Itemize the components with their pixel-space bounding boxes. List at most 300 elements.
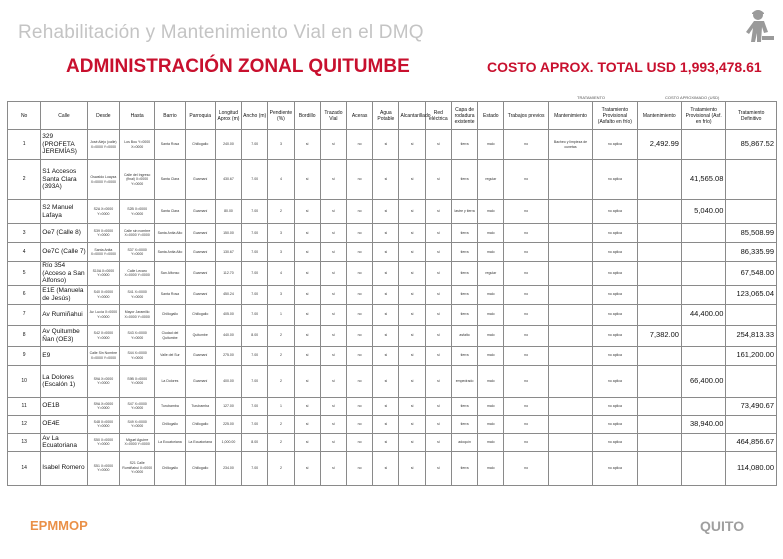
cell-no: 8 xyxy=(8,325,41,346)
cell-longitud: 112.70 xyxy=(215,262,241,286)
col-header: Estado xyxy=(478,102,504,130)
cell-longitud: 225.00 xyxy=(215,415,241,433)
cell-barrio: Santa Rosa xyxy=(155,130,185,160)
cell-aceras: no xyxy=(347,200,373,224)
cell-prov: no aplica xyxy=(593,200,637,224)
cell-alcant: si xyxy=(399,346,425,365)
cell-alcant: si xyxy=(399,397,425,415)
cell-trabajos: no xyxy=(504,346,548,365)
cell-desde: Calle Sin Nombre X=0000 Y=0000 xyxy=(87,346,119,365)
cell-hasta: S41 X=0000 Y=0000 xyxy=(120,285,155,304)
group-tratamiento: TRATAMIENTO xyxy=(577,95,605,100)
cell-trazado: si xyxy=(320,200,346,224)
cell-trazado: si xyxy=(320,325,346,346)
cell-barrio: Turubamba xyxy=(155,397,185,415)
cell-trabajos: no xyxy=(504,451,548,485)
logo-left: EPMMOP xyxy=(30,518,88,533)
cell-c_mant xyxy=(637,365,681,397)
cell-bordillo: si xyxy=(294,325,320,346)
cell-aceras: no xyxy=(347,304,373,325)
cell-agua: si xyxy=(373,365,399,397)
cell-bordillo: si xyxy=(294,262,320,286)
zonal-title: ADMINISTRACIÓN ZONAL QUITUMBE xyxy=(66,56,410,77)
cell-mant xyxy=(548,304,592,325)
cell-aceras: no xyxy=(347,415,373,433)
cell-hasta: S9B X=0000 Y=0000 xyxy=(120,365,155,397)
cell-aceras: no xyxy=(347,346,373,365)
cell-prov: no aplica xyxy=(593,433,637,451)
cell-pendiente: 3 xyxy=(268,285,294,304)
cell-red: si xyxy=(425,325,451,346)
cell-no: 11 xyxy=(8,397,41,415)
table-row xyxy=(8,262,777,286)
cell-longitud: 440.00 xyxy=(215,325,241,346)
cell-hasta: Calle Lecaro X=0000 Y=0000 xyxy=(120,262,155,286)
cell-estado: regular xyxy=(478,262,504,286)
cell-barrio: La Dolores xyxy=(155,365,185,397)
cell-prov: no aplica xyxy=(593,365,637,397)
cell-no: 6 xyxy=(8,285,41,304)
cell-estado: malo xyxy=(478,346,504,365)
cell-capa: tierra xyxy=(451,451,477,485)
cell-barrio: La Ecuatoriana xyxy=(155,433,185,451)
cell-ancho: 7.00 xyxy=(242,160,268,200)
table-row xyxy=(8,365,777,397)
cell-barrio: Ciudad del Quitumbe xyxy=(155,325,185,346)
cell-c_prov xyxy=(681,130,725,160)
cell-c_prov xyxy=(681,224,725,243)
cell-ancho: 7.00 xyxy=(242,200,268,224)
cell-agua: si xyxy=(373,160,399,200)
cell-longitud: 127.00 xyxy=(215,397,241,415)
cell-c_def xyxy=(726,415,777,433)
cell-c_prov: 5,040.00 xyxy=(681,200,725,224)
cell-red: si xyxy=(425,243,451,262)
cell-estado: malo xyxy=(478,451,504,485)
cell-calle: Isabel Romero xyxy=(41,451,87,485)
cell-hasta: Mayor Jaramillo X=0000 Y=0000 xyxy=(120,304,155,325)
table-row xyxy=(8,433,777,451)
cell-aceras: no xyxy=(347,130,373,160)
cell-c_mant xyxy=(637,346,681,365)
cell-parroquia: Guamaní xyxy=(185,243,215,262)
cell-c_prov xyxy=(681,397,725,415)
table-row xyxy=(8,415,777,433)
cell-desde: S2A X=0000 Y=0000 xyxy=(87,200,119,224)
cell-trazado: si xyxy=(320,397,346,415)
table-row xyxy=(8,304,777,325)
cell-capa: asfalto xyxy=(451,325,477,346)
col-header: Tratamiento Definitivo xyxy=(726,102,777,130)
cell-calle: E1E (Manuela de Jesús) xyxy=(41,285,87,304)
cell-ancho: 7.00 xyxy=(242,262,268,286)
cell-alcant: si xyxy=(399,304,425,325)
cell-agua: si xyxy=(373,415,399,433)
cell-c_prov xyxy=(681,285,725,304)
cell-barrio: San Alfonso xyxy=(155,262,185,286)
cell-bordillo: si xyxy=(294,433,320,451)
cell-pendiente: 2 xyxy=(268,200,294,224)
cell-alcant: si xyxy=(399,160,425,200)
cell-longitud: 450.24 xyxy=(215,285,241,304)
cell-bordillo: si xyxy=(294,451,320,485)
cell-agua: si xyxy=(373,262,399,286)
cell-prov: no aplica xyxy=(593,304,637,325)
group-costo: COSTO APROXIMADO (USD) xyxy=(665,95,720,100)
cell-pendiente: 2 xyxy=(268,451,294,485)
col-header: Tratamiento Provisional (Asfalto en frío) xyxy=(593,102,637,130)
cell-hasta: S21 Calle Rumiñahui X=0000 Y=0000 xyxy=(120,451,155,485)
cell-no: 10 xyxy=(8,365,41,397)
table-row xyxy=(8,160,777,200)
cell-mant xyxy=(548,285,592,304)
cell-prov: no aplica xyxy=(593,451,637,485)
cell-longitud: 130.67 xyxy=(215,243,241,262)
cell-bordillo: si xyxy=(294,415,320,433)
cell-calle: S1 Accesos Santa Clara (393A) xyxy=(41,160,87,200)
cell-trazado: si xyxy=(320,346,346,365)
cell-c_prov xyxy=(681,451,725,485)
cell-hasta: Calle del Ingreso (final) X=0000 Y=0000 xyxy=(120,160,155,200)
cell-mant xyxy=(548,433,592,451)
cell-capa: tierra xyxy=(451,160,477,200)
cell-trazado: si xyxy=(320,160,346,200)
cell-bordillo: si xyxy=(294,224,320,243)
cell-estado: malo xyxy=(478,325,504,346)
cell-c_mant xyxy=(637,224,681,243)
cell-trabajos: no xyxy=(504,130,548,160)
cell-alcant: si xyxy=(399,200,425,224)
cell-trabajos: no xyxy=(504,243,548,262)
cell-prov: no aplica xyxy=(593,160,637,200)
cell-hasta: S2B X=0000 Y=0000 xyxy=(120,200,155,224)
cell-c_prov: 44,400.00 xyxy=(681,304,725,325)
cell-c_def: 73,490.67 xyxy=(726,397,777,415)
col-header: Parroquia xyxy=(185,102,215,130)
table-row xyxy=(8,243,777,262)
cell-bordillo: si xyxy=(294,130,320,160)
cell-calle: Río 354 (Acceso a San Alfonso) xyxy=(41,262,87,286)
page-title: Rehabilitación y Mantenimiento Vial en el DMQ xyxy=(18,22,424,43)
cell-trabajos: no xyxy=(504,397,548,415)
cell-barrio: Chillogallo xyxy=(155,451,185,485)
cell-agua: si xyxy=(373,433,399,451)
cell-red: si xyxy=(425,304,451,325)
cell-alcant: si xyxy=(399,451,425,485)
cell-c_mant xyxy=(637,415,681,433)
table-row xyxy=(8,200,777,224)
cell-longitud: 430.67 xyxy=(215,160,241,200)
cell-capa: tierra xyxy=(451,304,477,325)
cell-c_mant xyxy=(637,200,681,224)
cell-parroquia: Guamaní xyxy=(185,365,215,397)
cell-desde: S9A X=0000 Y=0000 xyxy=(87,397,119,415)
cell-trabajos: no xyxy=(504,433,548,451)
table-row xyxy=(8,451,777,485)
cell-c_def xyxy=(726,200,777,224)
cell-c_prov: 66,400.00 xyxy=(681,365,725,397)
cell-red: si xyxy=(425,130,451,160)
cell-red: si xyxy=(425,262,451,286)
cell-desde: S50 X=0000 Y=0000 xyxy=(87,433,119,451)
cell-mant: Bacheo y limpieza de cunetas xyxy=(548,130,592,160)
cell-estado: malo xyxy=(478,285,504,304)
cell-mant xyxy=(548,346,592,365)
cell-trazado: si xyxy=(320,262,346,286)
cell-aceras: no xyxy=(347,397,373,415)
cell-trabajos: no xyxy=(504,262,548,286)
col-header: Agua Potable xyxy=(373,102,399,130)
cell-bordillo: si xyxy=(294,304,320,325)
cell-barrio: Chillogallo xyxy=(155,415,185,433)
cell-ancho: 7.00 xyxy=(242,130,268,160)
cell-trazado: si xyxy=(320,243,346,262)
table-row xyxy=(8,224,777,243)
cell-barrio: Santa Clara xyxy=(155,200,185,224)
cell-longitud: 150.00 xyxy=(215,224,241,243)
cell-capa: tierra xyxy=(451,397,477,415)
cell-calle: OE1B xyxy=(41,397,87,415)
cell-mant xyxy=(548,365,592,397)
col-header: Mantenimiento xyxy=(548,102,592,130)
cell-alcant: si xyxy=(399,325,425,346)
col-header: Bordillo xyxy=(294,102,320,130)
cell-desde: S9A X=0000 Y=0000 xyxy=(87,365,119,397)
col-header: Mantenimiento xyxy=(637,102,681,130)
cell-estado: regular xyxy=(478,160,504,200)
cell-capa: tierra xyxy=(451,130,477,160)
cell-no: 13 xyxy=(8,433,41,451)
cell-pendiente: 2 xyxy=(268,433,294,451)
cell-desde: José Alejo (calle) X=0000 Y=0000 xyxy=(87,130,119,160)
cell-barrio: Santa Anita Alto xyxy=(155,243,185,262)
cell-c_mant xyxy=(637,160,681,200)
cell-capa: tierra xyxy=(451,224,477,243)
cell-mant xyxy=(548,325,592,346)
cell-c_prov xyxy=(681,346,725,365)
cell-prov: no aplica xyxy=(593,346,637,365)
cell-agua: si xyxy=(373,285,399,304)
cell-c_prov: 41,565.08 xyxy=(681,160,725,200)
cell-ancho: 7.00 xyxy=(242,304,268,325)
cell-prov: no aplica xyxy=(593,415,637,433)
cell-trazado: si xyxy=(320,433,346,451)
cell-prov: no aplica xyxy=(593,262,637,286)
cell-no: 5 xyxy=(8,262,41,286)
cell-trazado: si xyxy=(320,304,346,325)
cell-estado: malo xyxy=(478,415,504,433)
table-row xyxy=(8,397,777,415)
roads-table xyxy=(7,101,777,486)
cell-c_mant xyxy=(637,243,681,262)
cell-agua: si xyxy=(373,200,399,224)
cell-pendiente: 1 xyxy=(268,304,294,325)
cell-bordillo: si xyxy=(294,397,320,415)
cell-parroquia: Guamaní xyxy=(185,160,215,200)
cell-agua: si xyxy=(373,224,399,243)
cell-longitud: 275.00 xyxy=(215,346,241,365)
cell-pendiente: 2 xyxy=(268,325,294,346)
cell-desde: S39 X=0000 Y=0000 xyxy=(87,224,119,243)
cell-red: si xyxy=(425,346,451,365)
cell-trabajos: no xyxy=(504,224,548,243)
cell-agua: si xyxy=(373,325,399,346)
cell-parroquia: Guamaní xyxy=(185,346,215,365)
cell-c_mant: 7,382.00 xyxy=(637,325,681,346)
cell-trabajos: no xyxy=(504,415,548,433)
cell-no: 9 xyxy=(8,346,41,365)
cell-mant xyxy=(548,200,592,224)
cell-pendiente: 3 xyxy=(268,224,294,243)
cell-desde: S51 X=0000 Y=0000 xyxy=(87,451,119,485)
cell-c_prov xyxy=(681,325,725,346)
cell-parroquia: Chillogallo xyxy=(185,451,215,485)
cell-estado: malo xyxy=(478,130,504,160)
cell-agua: si xyxy=(373,304,399,325)
cell-bordillo: si xyxy=(294,160,320,200)
cell-parroquia: Guamaní xyxy=(185,224,215,243)
cell-no: 14 xyxy=(8,451,41,485)
cell-desde: Santa Anita X=0000 Y=0000 xyxy=(87,243,119,262)
cell-c_def: 85,867.52 xyxy=(726,130,777,160)
col-header: Capa de rodadura existente xyxy=(451,102,477,130)
cell-red: si xyxy=(425,415,451,433)
cell-c_mant xyxy=(637,451,681,485)
cell-calle: Av Quitumbe Ñan (OE3) xyxy=(41,325,87,346)
cell-calle: Av La Ecuatoriana xyxy=(41,433,87,451)
cell-capa: tierra xyxy=(451,346,477,365)
cell-prov: no aplica xyxy=(593,130,637,160)
cell-c_def: 464,856.67 xyxy=(726,433,777,451)
cell-estado: malo xyxy=(478,397,504,415)
cell-pendiente: 2 xyxy=(268,365,294,397)
cell-pendiente: 2 xyxy=(268,346,294,365)
col-header: Trabajos previos xyxy=(504,102,548,130)
cell-ancho: 7.00 xyxy=(242,397,268,415)
cell-no: 3 xyxy=(8,224,41,243)
cell-ancho: 7.00 xyxy=(242,415,268,433)
col-header: Trazado Vial xyxy=(320,102,346,130)
cell-pendiente: 1 xyxy=(268,397,294,415)
cell-ancho: 7.00 xyxy=(242,285,268,304)
cell-hasta: S43 X=0000 Y=0000 xyxy=(120,325,155,346)
cell-desde: S10A X=0000 Y=0000 xyxy=(87,262,119,286)
cell-capa: tierra xyxy=(451,243,477,262)
cell-alcant: si xyxy=(399,365,425,397)
cell-ancho: 8.00 xyxy=(242,433,268,451)
cell-c_mant xyxy=(637,433,681,451)
cell-hasta: S49 X=0000 Y=0000 xyxy=(120,415,155,433)
cell-calle: Oe7C (Calle 7) xyxy=(41,243,87,262)
cell-aceras: no xyxy=(347,433,373,451)
cell-ancho: 7.00 xyxy=(242,243,268,262)
cell-bordillo: si xyxy=(294,200,320,224)
cell-prov: no aplica xyxy=(593,243,637,262)
table-row xyxy=(8,130,777,160)
cell-estado: malo xyxy=(478,243,504,262)
cell-c_def: 85,508.99 xyxy=(726,224,777,243)
col-header: Alcantarillado xyxy=(399,102,425,130)
cell-parroquia: Chillogallo xyxy=(185,130,215,160)
construction-worker-icon xyxy=(740,8,776,44)
cell-ancho: 7.00 xyxy=(242,224,268,243)
col-header: Longitud Aprox (m) xyxy=(215,102,241,130)
cell-trabajos: no xyxy=(504,285,548,304)
cell-c_def xyxy=(726,365,777,397)
cell-estado: malo xyxy=(478,200,504,224)
cell-estado: malo xyxy=(478,433,504,451)
cell-prov: no aplica xyxy=(593,224,637,243)
cell-barrio: Chillogallo xyxy=(155,304,185,325)
cell-agua: si xyxy=(373,397,399,415)
cell-desde: Oswaldo Loayza X=0000 Y=0000 xyxy=(87,160,119,200)
cell-pendiente: 2 xyxy=(268,415,294,433)
cell-bordillo: si xyxy=(294,243,320,262)
cell-estado: malo xyxy=(478,224,504,243)
cell-c_def: 114,080.00 xyxy=(726,451,777,485)
cell-c_prov xyxy=(681,243,725,262)
cell-capa: lastre y tierra xyxy=(451,200,477,224)
cell-c_mant xyxy=(637,262,681,286)
table-row xyxy=(8,346,777,365)
cell-c_def: 254,813.33 xyxy=(726,325,777,346)
cell-c_def: 86,335.99 xyxy=(726,243,777,262)
cell-agua: si xyxy=(373,243,399,262)
cell-parroquia: Chillogallo xyxy=(185,304,215,325)
cell-longitud: 234.00 xyxy=(215,451,241,485)
cell-no: 1 xyxy=(8,130,41,160)
cell-bordillo: si xyxy=(294,285,320,304)
cell-agua: si xyxy=(373,346,399,365)
cell-alcant: si xyxy=(399,262,425,286)
cell-red: si xyxy=(425,451,451,485)
cell-aceras: no xyxy=(347,262,373,286)
cell-hasta: Calle sin nombre X=0000 Y=0000 xyxy=(120,224,155,243)
cell-ancho: 8.00 xyxy=(242,325,268,346)
cell-aceras: no xyxy=(347,451,373,485)
cell-alcant: si xyxy=(399,243,425,262)
cell-no: 7 xyxy=(8,304,41,325)
cell-ancho: 7.00 xyxy=(242,346,268,365)
cell-parroquia: La Ecuatoriana xyxy=(185,433,215,451)
cell-aceras: no xyxy=(347,224,373,243)
col-header: Desde xyxy=(87,102,119,130)
cell-prov: no aplica xyxy=(593,397,637,415)
cell-capa: tierra xyxy=(451,285,477,304)
cell-prov: no aplica xyxy=(593,285,637,304)
cell-red: si xyxy=(425,365,451,397)
cell-aceras: no xyxy=(347,365,373,397)
cell-c_prov xyxy=(681,433,725,451)
cell-parroquia: Guamaní xyxy=(185,200,215,224)
cell-capa: empedrado xyxy=(451,365,477,397)
cell-calle: Oe7 (Calle 8) xyxy=(41,224,87,243)
cell-barrio: Santa Rosa xyxy=(155,285,185,304)
cell-no: 4 xyxy=(8,243,41,262)
cell-hasta: S44 X=0000 Y=0000 xyxy=(120,346,155,365)
cell-c_mant xyxy=(637,397,681,415)
cell-alcant: si xyxy=(399,285,425,304)
cell-c_prov xyxy=(681,262,725,286)
cell-trabajos: no xyxy=(504,325,548,346)
cell-red: si xyxy=(425,200,451,224)
col-header: Barrio xyxy=(155,102,185,130)
col-header: Ancho (m) xyxy=(242,102,268,130)
cell-calle: OE4E xyxy=(41,415,87,433)
col-header: Red eléctrica xyxy=(425,102,451,130)
cell-aceras: no xyxy=(347,285,373,304)
cell-mant xyxy=(548,224,592,243)
